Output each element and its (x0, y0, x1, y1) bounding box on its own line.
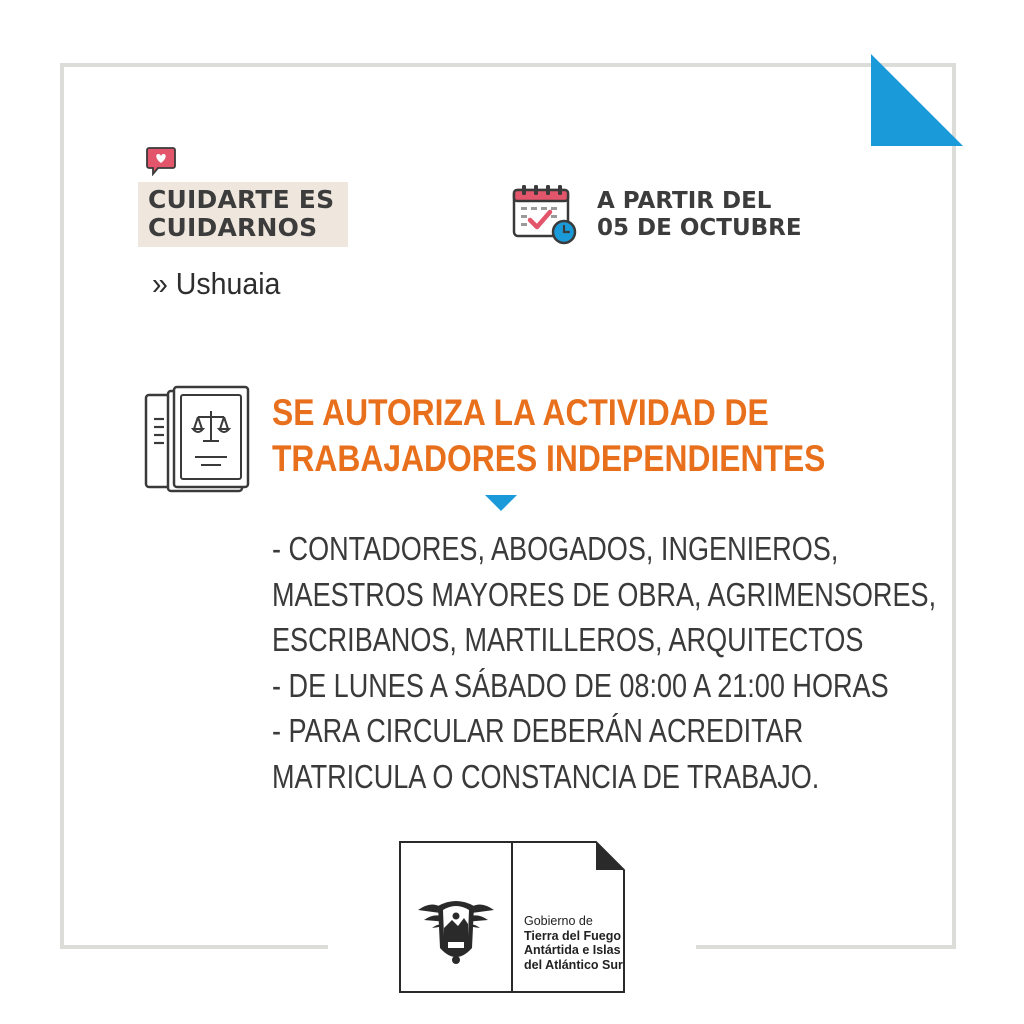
frame-left (60, 63, 64, 949)
frame-right (952, 63, 956, 949)
logo-text (524, 914, 623, 972)
tagline-badge (138, 182, 348, 247)
logo-line-3: Antártida e Islas (524, 943, 621, 957)
tagline-line-1: CUIDARTE ES (148, 185, 335, 214)
headline (272, 390, 825, 482)
logo-line-2: Tierra del Fuego (524, 928, 622, 943)
logo-line-1: Gobierno de (524, 914, 593, 928)
detail-line: - CONTADORES, ABOGADOS, INGENIEROS, (272, 530, 839, 567)
calendar-check-icon (512, 184, 578, 246)
details-list (272, 526, 936, 799)
date-line-2: 05 DE OCTUBRE (597, 215, 802, 241)
detail-line: - PARA CIRCULAR DEBERÁN ACREDITAR (272, 712, 804, 749)
location-label: » Ushuaia (152, 266, 281, 301)
corner-triangle-icon (871, 54, 963, 146)
frame-bottom-right (696, 945, 956, 949)
detail-line: ESCRIBANOS, MARTILLEROS, ARQUITECTOS (272, 621, 864, 658)
detail-line: MAESTROS MAYORES DE OBRA, AGRIMENSORES, (272, 575, 937, 613)
date-line-1: A PARTIR DEL (597, 188, 772, 214)
legal-document-icon (140, 383, 256, 499)
tagline-line-2: CUIDARNOS (148, 213, 318, 242)
down-arrow-icon (484, 494, 518, 512)
detail-line: - DE LUNES A SÁBADO DE 08:00 A 21:00 HORAS (272, 666, 889, 704)
frame-bottom-left (60, 945, 328, 949)
frame-top (60, 63, 956, 67)
headline-line-2: TRABAJADORES INDEPENDIENTES (272, 438, 826, 479)
detail-line: MATRICULA O CONSTANCIA DE TRABAJO. (272, 757, 820, 795)
headline-line-1: SE AUTORIZA LA ACTIVIDAD DE (272, 392, 769, 433)
start-date (597, 188, 802, 242)
heart-chat-icon (146, 146, 176, 176)
logo-line-4: del Atlántico Sur (524, 957, 623, 972)
